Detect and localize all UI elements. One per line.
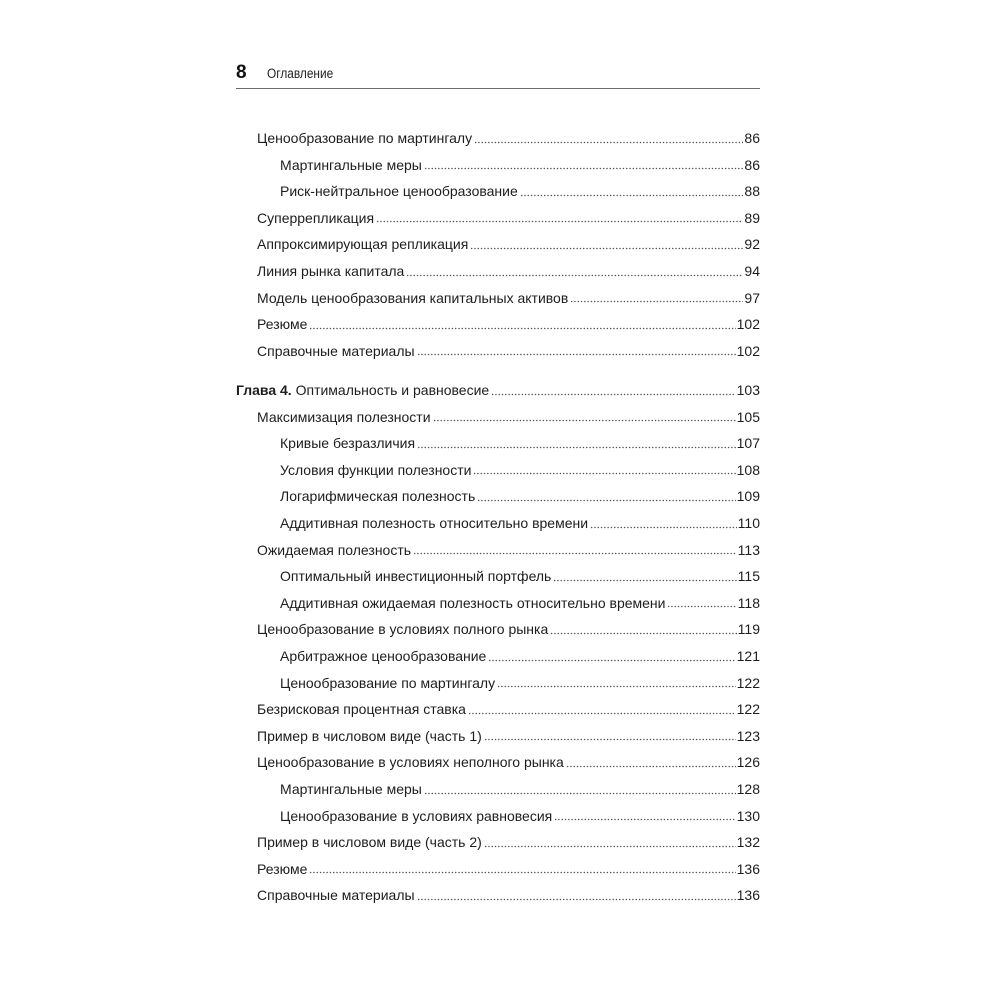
toc-entry-page: 97: [744, 289, 760, 306]
toc-entry-title: Ценообразование в условиях равновесия: [280, 807, 553, 824]
toc-entry-page: 107: [736, 435, 760, 452]
dot-leader: [488, 658, 735, 662]
toc-entry-title: Риск-нейтральное ценообразование: [280, 183, 518, 200]
toc-entry: [280, 511, 760, 531]
toc-entry: [257, 206, 760, 226]
toc-chapter-entry: [236, 378, 760, 398]
toc-entry-page: 115: [737, 568, 760, 585]
running-title: Оглавление: [267, 66, 334, 81]
toc-entry-title: Аддитивная полезность относительно времени: [280, 515, 589, 531]
dot-leader: [590, 525, 737, 529]
toc-entry: [280, 671, 760, 691]
dot-leader: [554, 818, 735, 822]
toc-entry: [280, 153, 760, 173]
toc-entry-title: Ожидаемая полезность: [257, 541, 412, 558]
dot-leader: [417, 897, 736, 901]
dot-leader: [497, 685, 736, 689]
toc-entry-page: 122: [736, 701, 760, 718]
toc-entry-page: 102: [736, 342, 760, 359]
dot-leader: [309, 871, 735, 875]
toc-entry: [257, 538, 760, 558]
toc-entry-page: 108: [736, 461, 760, 478]
toc-entry-title: Резюме: [257, 860, 308, 877]
dot-leader: [484, 738, 736, 742]
toc-entry-title: Аппроксимирующая репликация: [257, 236, 469, 253]
toc-entry: [257, 617, 760, 637]
toc-entry: [280, 484, 760, 504]
dot-leader: [550, 631, 736, 635]
toc-entry-page: 128: [736, 781, 760, 797]
toc-entry: [280, 644, 760, 664]
toc-entry: [280, 179, 760, 199]
toc-entry-title: Оптимальный инвестиционный портфель: [280, 568, 552, 585]
toc-entry: [257, 312, 760, 332]
dot-leader: [309, 326, 735, 330]
toc-entry-page: 94: [744, 263, 760, 279]
toc-entry-title: Линия рынка капитала: [257, 263, 405, 279]
page-number: 8: [236, 62, 247, 83]
toc-entry-title: Максимизация полезности: [257, 408, 431, 425]
toc-entry: [280, 591, 760, 611]
toc-entry-title: Справочные материалы: [257, 342, 415, 359]
toc-entry: [257, 857, 760, 877]
toc-entry: [257, 750, 760, 770]
toc-entry-page: 110: [737, 515, 760, 531]
dot-leader: [413, 552, 737, 556]
toc-entry: [257, 126, 760, 146]
toc-entry-title: Ценообразование по мартингалу: [280, 674, 496, 691]
toc-entry-title: Суперрепликация: [257, 209, 375, 226]
toc-entry: [257, 697, 760, 717]
chapter-number: Глава 4.: [236, 382, 292, 398]
toc-entry-page: 123: [736, 727, 760, 744]
dot-leader: [376, 220, 743, 224]
dot-leader: [474, 140, 743, 144]
dot-leader: [417, 353, 736, 357]
dot-leader: [491, 392, 735, 396]
toc-entry-title: Мартингальные меры: [280, 156, 422, 173]
dot-leader: [424, 791, 736, 795]
toc-entry-title: Логарифмическая полезность: [280, 488, 476, 505]
toc-entry-title: Пример в числовом виде (часть 1): [257, 727, 482, 744]
toc-entry-title: Аддитивная ожидаемая полезность относительно времени: [280, 594, 666, 611]
toc-entry: [257, 286, 760, 306]
dot-leader: [520, 193, 744, 197]
dot-leader: [424, 167, 744, 171]
dot-leader: [417, 445, 736, 449]
toc-entry-title: Кривые безразличия: [280, 435, 416, 452]
dot-leader: [484, 844, 736, 848]
chapter-title: Оптимальность и равновесие: [295, 382, 490, 398]
toc-entry-page: 92: [744, 236, 760, 253]
dot-leader: [406, 273, 743, 277]
dot-leader: [667, 605, 736, 609]
toc-entry-page: 89: [744, 209, 760, 226]
toc-entry: [257, 259, 760, 279]
toc-entry-page: 86: [744, 156, 760, 173]
toc-entry-page: 130: [736, 807, 760, 824]
toc-entry-title: Резюме: [257, 316, 308, 333]
toc-entry: [280, 431, 760, 451]
toc-entry-page: 121: [736, 648, 760, 664]
toc-entry: [257, 830, 760, 850]
toc-entry-title: Безрисковая процентная ставка: [257, 701, 466, 718]
toc-entry: [257, 883, 760, 903]
toc-entry-page: 105: [736, 408, 760, 425]
toc-entry: [280, 458, 760, 478]
dot-leader: [553, 578, 736, 582]
toc-entry: [280, 804, 760, 824]
toc-entry-page: 113: [737, 541, 760, 558]
toc-entry-page: 122: [736, 674, 760, 691]
toc-entry-title: Справочные материалы: [257, 887, 415, 904]
toc-entry-title: Мартингальные меры: [280, 781, 422, 797]
toc-chapter-title: [236, 382, 489, 398]
toc-entry-page: 126: [736, 754, 760, 771]
toc-entry: [257, 724, 760, 744]
toc-entry-page: 103: [736, 382, 760, 398]
toc-entry-title: Условия функции полезности: [280, 461, 472, 478]
toc-entry-title: Ценообразование по мартингалу: [257, 130, 473, 146]
dot-leader: [433, 419, 736, 423]
toc-entry-page: 109: [736, 488, 760, 505]
toc-entry-page: 136: [736, 887, 760, 904]
dot-leader: [470, 246, 743, 250]
toc-entry-title: Модель ценообразования капитальных активов: [257, 289, 569, 306]
dot-leader: [477, 498, 735, 502]
dot-leader: [570, 300, 743, 304]
toc-entry: [257, 232, 760, 252]
toc-entry: [257, 339, 760, 359]
toc-entry: [280, 777, 760, 797]
toc-entry-title: Ценообразование в условиях полного рынка: [257, 621, 549, 638]
toc-entry-page: 132: [736, 834, 760, 851]
toc-entry: [280, 564, 760, 584]
toc-entry-page: 102: [736, 316, 760, 333]
dot-leader: [468, 711, 736, 715]
toc-entry-title: Пример в числовом виде (часть 2): [257, 834, 482, 851]
toc-entry-page: 136: [736, 860, 760, 877]
toc-entry-page: 118: [737, 594, 760, 611]
toc-entry-title: Арбитражное ценообразование: [280, 648, 487, 664]
toc-entry-page: 88: [744, 183, 760, 200]
dot-leader: [566, 764, 736, 768]
toc-entry-title: Ценообразование в условиях неполного рынка: [257, 754, 564, 771]
toc-entry-page: 119: [737, 621, 760, 638]
toc-entry: [257, 405, 760, 425]
dot-leader: [473, 472, 735, 476]
toc-entry-page: 86: [744, 130, 760, 146]
